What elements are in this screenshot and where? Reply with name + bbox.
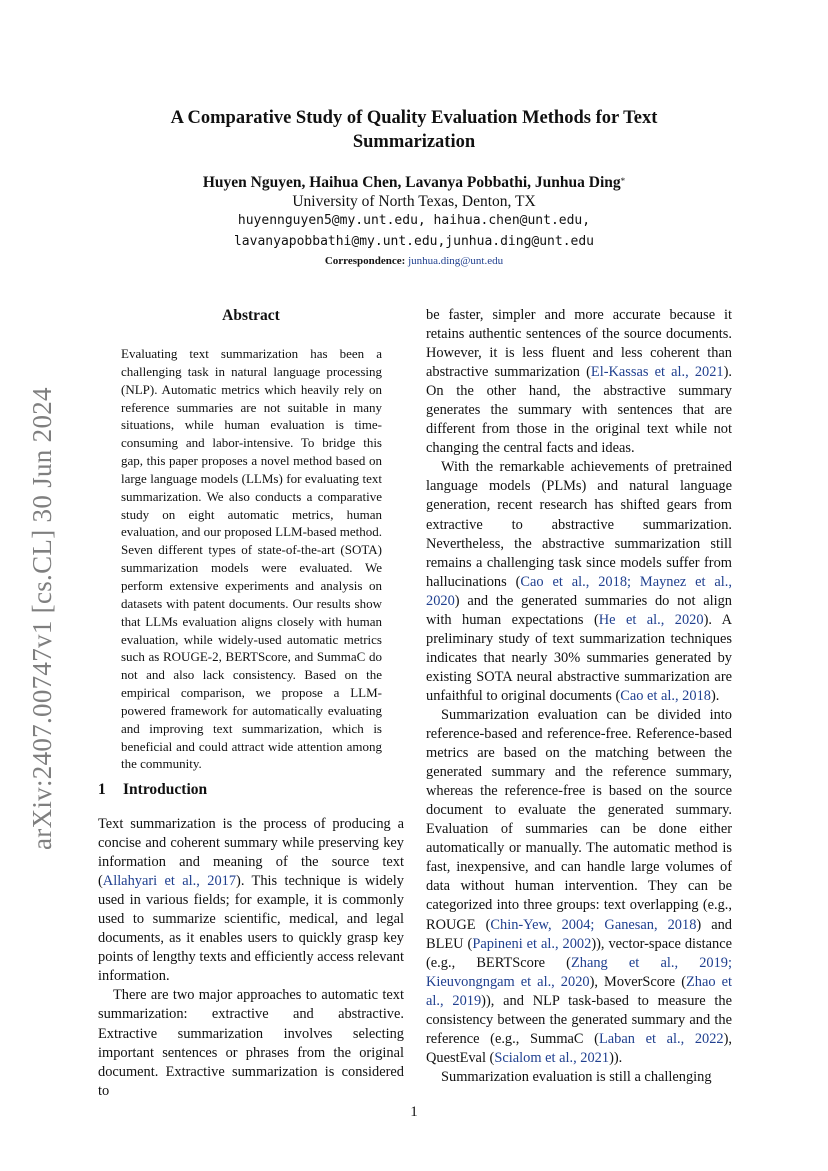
text-run: ). A preliminary study of text summarization techniques indicates that nearly 30% summaries generated by existing SOTA neural abstractive summarization are unfaithful to original documents ( <box>426 611 732 704</box>
text-run: ), MoverScore ( <box>589 973 686 990</box>
citation-link[interactable]: Chin-Yew, 2004; Ganesan, 2018 <box>490 916 697 933</box>
intro-paragraph-5: Summarization evaluation is still a challenging <box>441 1068 712 1085</box>
left-column-body <box>98 815 404 1101</box>
citation-link[interactable]: Zhao et al., 2019 <box>426 973 732 1009</box>
text-run: ). On the other hand, the abstractive summary generates the summary with sentences that are different from those in the original text while not changing the central facts and ideas. <box>426 364 732 457</box>
citation-link[interactable]: Zhang et al., 2019; Kieuvongngam et al., 2020 <box>426 954 732 990</box>
intro-paragraph-1 <box>98 815 404 986</box>
intro-paragraph-3 <box>426 458 732 706</box>
intro-paragraph-2-continued <box>426 306 732 458</box>
citation-link[interactable]: Scialom et al., 2021 <box>494 1049 610 1066</box>
text-run: )). <box>609 1049 623 1066</box>
abstract-heading: Abstract <box>222 307 280 324</box>
author-list <box>120 173 708 193</box>
right-column-body <box>426 306 732 1087</box>
text-run: ), QuestEval ( <box>426 1030 732 1066</box>
paper-title <box>120 106 708 154</box>
text-run: ). <box>710 687 720 704</box>
text-run: )), and NLP task-based to measure the consistency between the generated summary and the reference (e.g., SummaC ( <box>426 992 732 1047</box>
text-run: With the remarkable achievements of pretrained language models (PLMs) and natural language generation, recent research has shifted gears from extractive to abstractive summarization. Nevertheless, the abstractive summarization still remains a challenging task since models suffer from hallucinations ( <box>426 459 732 590</box>
arxiv-stamp-text: arXiv:2407.00747v1 [cs.CL] 30 Jun 2024 <box>27 387 57 850</box>
section-title: Introduction <box>123 781 208 798</box>
abstract-body: Evaluating text summarization has been a challenging task in natural language processing (NLP). Automatic metrics which heavily rely on reference summaries are not suitable in many situations, while human evaluation is time-consuming and labor-intensive. To bridge this gap, this paper proposes a novel method based on large language models (LLMs) for evaluating text summarization. We also conducts a comparative study on eight automatic metrics, human evaluation, and our proposed LLM-based method. Seven different types of state-of-the-art (SOTA) summarization models were evaluated. We perform extensive experiments and analysis on datasets with patent documents. Our results show that LLMs evaluation aligns closely with human evaluation, while widely-used automatic metrics such as ROUGE-2, BERTScore, and SummaC do not and also lack consistency. Based on the empirical comparison, we propose a LLM-powered framework for automatically evaluating and improving text summarization, which is beneficial and could attract wide attention among the community. <box>121 346 383 772</box>
paper-title-line2: Summarization <box>352 132 476 152</box>
text-run: ) and BLEU ( <box>426 916 732 952</box>
text-run: be faster, simpler and more accurate because it retains authentic sentences of the source documents. However, it is less fluent and less coherent than abstractive summarization ( <box>426 307 732 381</box>
text-run: Text summarization is the process of producing a concise and coherent summary while preserving key information and meaning of the source text ( <box>98 816 404 890</box>
citation-link[interactable]: Allahyari et al., 2017 <box>102 873 237 890</box>
citation-link[interactable]: Cao et al., 2018 <box>620 687 711 704</box>
corresponding-author-mark: * <box>620 176 626 186</box>
author-emails-line1[interactable]: huyennguyen5@my.unt.edu, haihua.chen@unt.edu, <box>237 213 591 228</box>
text-run: ) and the generated summaries do not align with human expectations ( <box>426 592 732 628</box>
correspondence-email-link[interactable]: junhua.ding@unt.edu <box>408 255 504 267</box>
affiliation: University of North Texas, Denton, TX <box>292 193 536 210</box>
correspondence-label: Correspondence: <box>324 255 406 267</box>
arxiv-identifier-stamp <box>24 368 60 850</box>
section-heading-introduction <box>98 780 404 800</box>
author-emails-line2[interactable]: lavanyapobbathi@my.unt.edu,junhua.ding@unt.edu <box>233 234 595 249</box>
intro-paragraph-2: There are two major approaches to automatic text summarization: extractive and abstractive. Extractive summarization involves selecting important sentences or phrases from the original document. Extractive summarization is considered to <box>98 987 404 1099</box>
section-number: 1 <box>98 781 106 798</box>
citation-link[interactable]: Cao et al., 2018; Maynez et al., 2020 <box>426 573 733 609</box>
citation-link[interactable]: He et al., 2020 <box>598 611 704 628</box>
intro-paragraph-4 <box>426 706 732 1068</box>
text-run: Summarization evaluation can be divided into reference-based and reference-free. Reference-based metrics are based on the matching between the generated summary and the reference summary, whereas the reference-free is based on the source document to evaluate the generated summary. Evaluation of summaries can be done either automatically or manually. The automatic method is fast, inexpensive, and can handle large volumes of data without human intervention. They can be categorized into three groups: text overlapping (e.g., ROUGE ( <box>426 706 732 933</box>
citation-link[interactable]: El-Kassas et al., 2021 <box>590 364 724 381</box>
paper-title-line1: A Comparative Study of Quality Evaluation Methods for Text <box>170 108 658 128</box>
text-run: )), vector-space distance (e.g., BERTScore ( <box>426 935 732 971</box>
text-run: ). This technique is widely used in various fields; for example, it is commonly used to summarize scientific, medical, and legal documents, as it enables users to quickly grasp key points of lengthy texts and efficiently access relevant information. <box>98 873 404 985</box>
page-number: 1 <box>410 1104 418 1120</box>
citation-link[interactable]: Laban et al., 2022 <box>598 1030 724 1047</box>
correspondence-line <box>120 253 708 269</box>
author-names: Huyen Nguyen, Haihua Chen, Lavanya Pobbathi, Junhua Ding <box>202 174 621 191</box>
citation-link[interactable]: Papineni et al., 2002 <box>472 935 592 952</box>
